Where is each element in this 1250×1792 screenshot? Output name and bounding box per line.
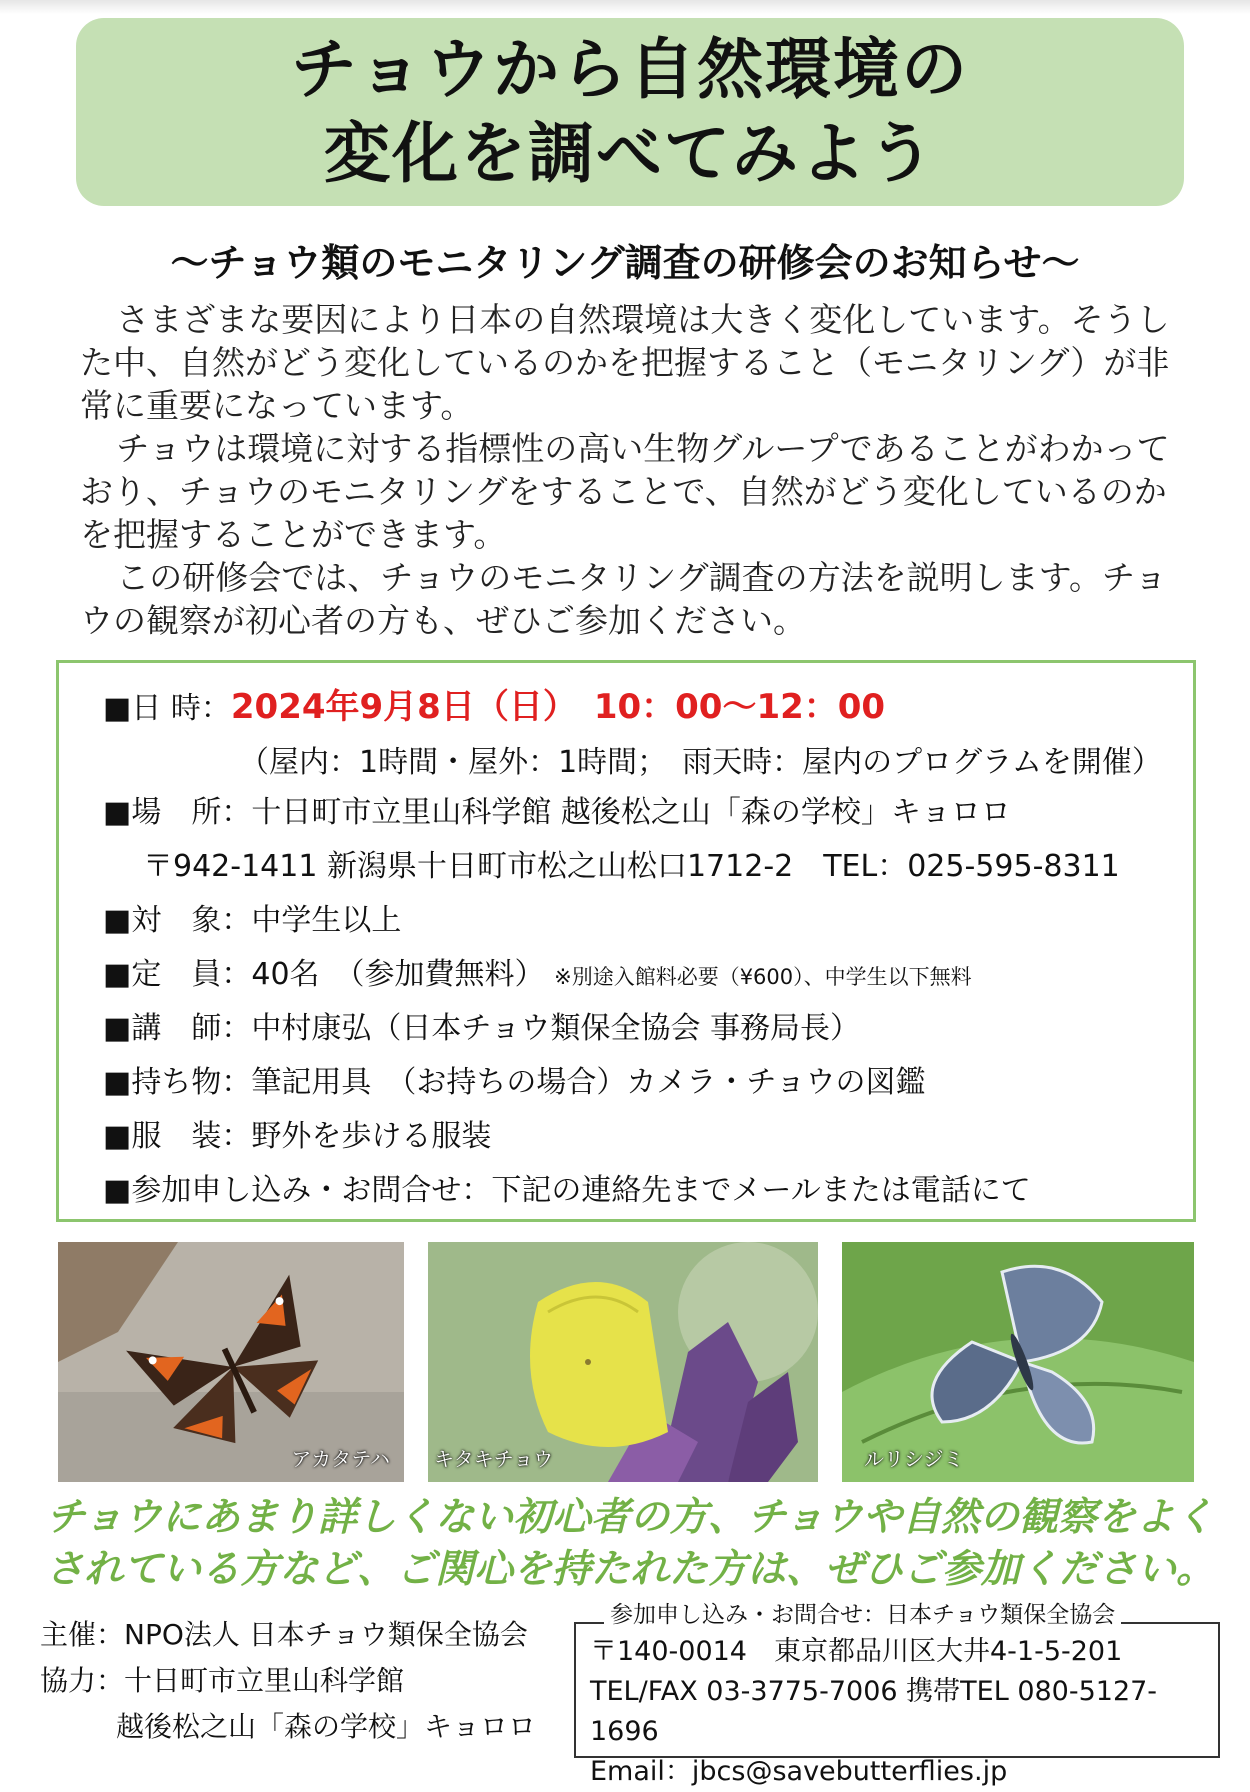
contact-box [574, 1622, 1220, 1787]
call-line-2: されている方など、ご関心を持たれた方は、ぜひご参加ください。 [44, 1547, 1215, 1592]
photo-label-akatateha: アカタテハ [291, 1447, 390, 1471]
place-value: 十日町市立里山科学館 越後松之山「森の学校」キョロロ [251, 795, 1011, 830]
contact-phone: TEL/FAX 03-3775-7006 携帯TEL 080-5127-1696 [590, 1676, 1158, 1747]
items-value: 筆記用具 （お持ちの場合）カメラ・チョウの図鑑 [251, 1065, 926, 1100]
lecturer-label: ■講 師： [103, 1011, 252, 1046]
items-label: ■持ち物： [103, 1065, 252, 1100]
intro-paragraph-3: この研修会では、チョウのモニタリング調査の方法を説明します。チョウの観察が初心者の方も、ぜひご参加ください。 [80, 558, 1168, 640]
contact-email[interactable]: Email：jbcs@savebutterflies.jp [590, 1756, 1008, 1787]
title-banner [76, 18, 1184, 206]
cooperation-line-2: 越後松之山「森の学校」キョロロ [116, 1710, 537, 1743]
date-label: ■日 時： [103, 691, 231, 726]
items-row [103, 1057, 925, 1101]
photo-rurishijimi [842, 1242, 1194, 1482]
photo-kitakicho [428, 1242, 818, 1482]
photo-label-kitakicho: キタキチョウ [434, 1447, 554, 1471]
apply-row [103, 1165, 1031, 1209]
intro-text [80, 298, 1180, 642]
apply-value: 下記の連絡先までメールまたは電話にて [491, 1173, 1031, 1208]
host-line: 主催：NPO法人 日本チョウ類保全協会 [40, 1618, 528, 1651]
page-title-line2: 変化を調べてみよう [324, 115, 936, 192]
intro-paragraph-2: チョウは環境に対する指標性の高い生物グループであることがわかっており、チョウのモニタリングをすることで、自然がどう変化しているのかを把握することができます。 [80, 429, 1170, 554]
capacity-label: ■定 員： [103, 957, 252, 992]
contact-address: 〒140-0014 東京都品川区大井4-1-5-201 [590, 1636, 1123, 1667]
event-details-box [56, 660, 1196, 1222]
date-row [103, 679, 885, 728]
intro-paragraph-1: さまざまな要因により日本の自然環境は大きく変化しています。そうした中、自然がどう変化しているのかを把握すること（モニタリング）が非常に重要になっています。 [80, 300, 1170, 425]
date-value: 2024年9月8日（日） 10：00～12：00 [230, 687, 886, 727]
photo-label-rurishijimi: ルリシジミ [864, 1447, 964, 1471]
lecturer-row [103, 1003, 860, 1047]
address-line: 〒942-1411 新潟県十日町市松之山松口1712-2 TEL：025-595-8311 [143, 849, 1120, 884]
clothing-value: 野外を歩ける服装 [251, 1119, 492, 1154]
top-shadow [0, 0, 1250, 14]
contact-heading: 参加申し込み・お問合せ：日本チョウ類保全協会 [604, 1596, 1121, 1629]
capacity-value: 40名 （参加費無料） [251, 957, 545, 992]
call-to-action [40, 1492, 1220, 1596]
capacity-row [103, 949, 972, 993]
apply-label: ■参加申し込み・お問合せ： [103, 1173, 492, 1208]
organizer-block [40, 1612, 536, 1750]
place-label: ■場 所： [103, 795, 252, 830]
target-row [103, 895, 401, 939]
clothing-row [103, 1111, 491, 1155]
target-label: ■対 象： [103, 903, 252, 938]
page-title-line1: チョウから自然環境の [290, 31, 970, 108]
page-subtitle: ～チョウ類のモニタリング調査の研修会のお知らせ～ [170, 241, 1080, 285]
capacity-note: ※別途入館料必要（¥600）、中学生以下無料 [554, 965, 972, 989]
clothing-label: ■服 装： [103, 1119, 252, 1154]
place-row [103, 787, 1011, 831]
target-value: 中学生以上 [251, 903, 402, 938]
date-note: （屋内：1時間・屋外：1時間； 雨天時：屋内のプログラムを開催） [239, 745, 1162, 780]
photo-akatateha [58, 1242, 404, 1482]
cooperation-line-1: 協力：十日町市立里山科学館 [40, 1664, 405, 1697]
lecturer-value: 中村康弘（日本チョウ類保全協会 事務局長） [251, 1011, 860, 1046]
call-line-1: チョウにあまり詳しくない初心者の方、チョウや自然の観察をよく [46, 1495, 1214, 1540]
